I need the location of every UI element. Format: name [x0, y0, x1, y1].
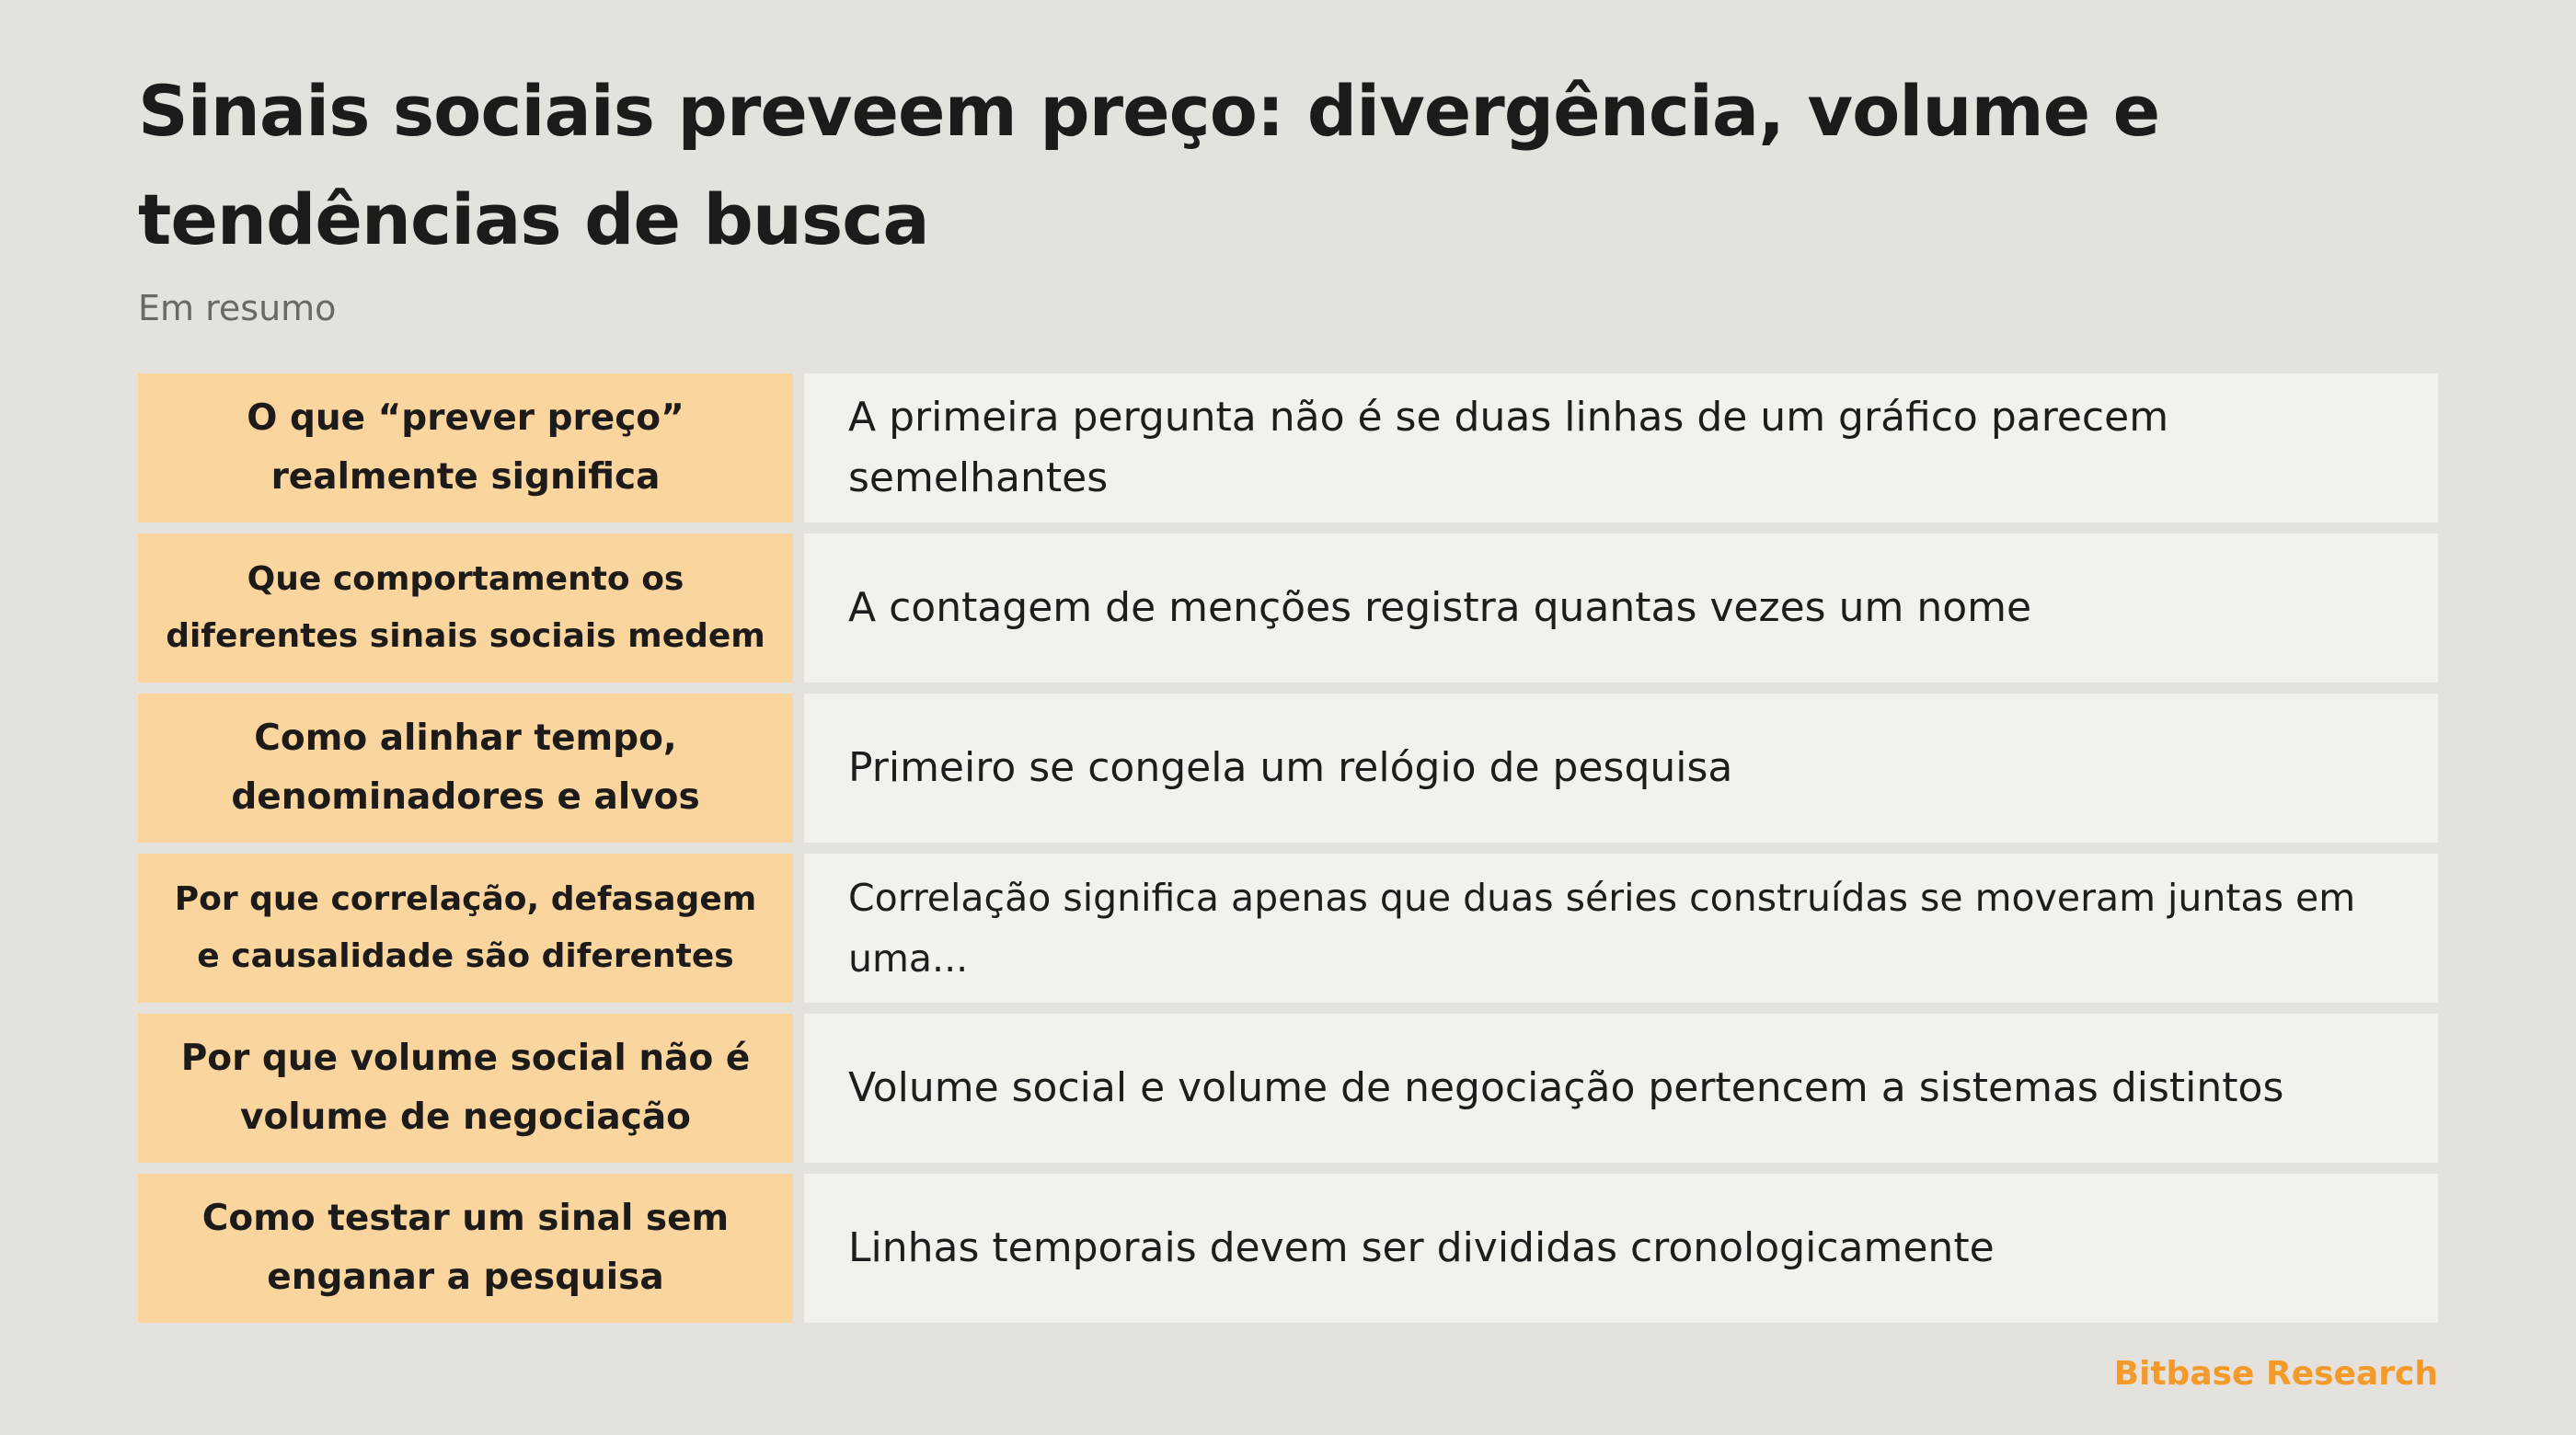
- brand-label: Bitbase Research: [2113, 1355, 2438, 1393]
- cell-gap: [793, 534, 804, 683]
- summary-table: [138, 373, 2438, 1323]
- cell-gap: [793, 854, 804, 1003]
- page-title: Sinais sociais preveem preço: divergência, volume e tendências de busca: [138, 70, 2160, 260]
- cell-gap: [793, 1014, 804, 1163]
- summary-cell: A contagem de menções registra quantas vezes um nome: [804, 534, 2438, 683]
- summary-cell: Correlação significa apenas que duas séries construídas se moveram juntas em uma...: [804, 854, 2438, 1003]
- summary-cell: Volume social e volume de negociação pertencem a sistemas distintos: [804, 1014, 2438, 1163]
- topic-cell: O que “prever preço” realmente significa: [138, 373, 793, 522]
- table-row: [138, 1014, 2438, 1163]
- topic-cell: Como alinhar tempo, denominadores e alvos: [138, 694, 793, 843]
- table-row: [138, 1174, 2438, 1323]
- cell-gap: [793, 1174, 804, 1323]
- summary-slide: [138, 0, 2438, 1435]
- table-row: [138, 694, 2438, 843]
- summary-cell: A primeira pergunta não é se duas linhas de um gráfico parecem semelhantes: [804, 373, 2438, 522]
- summary-cell: Primeiro se congela um relógio de pesquisa: [804, 694, 2438, 843]
- page-subtitle: Em resumo: [138, 288, 337, 328]
- table-row: [138, 534, 2438, 683]
- cell-gap: [793, 694, 804, 843]
- cell-gap: [793, 373, 804, 522]
- table-row: [138, 854, 2438, 1003]
- summary-cell: Linhas temporais devem ser divididas cronologicamente: [804, 1174, 2438, 1323]
- topic-cell: Que comportamento os diferentes sinais sociais medem: [138, 534, 793, 683]
- topic-cell: Por que correlação, defasagem e causalidade são diferentes: [138, 854, 793, 1003]
- topic-cell: Por que volume social não é volume de negociação: [138, 1014, 793, 1163]
- table-row: [138, 373, 2438, 522]
- topic-cell: Como testar um sinal sem enganar a pesquisa: [138, 1174, 793, 1323]
